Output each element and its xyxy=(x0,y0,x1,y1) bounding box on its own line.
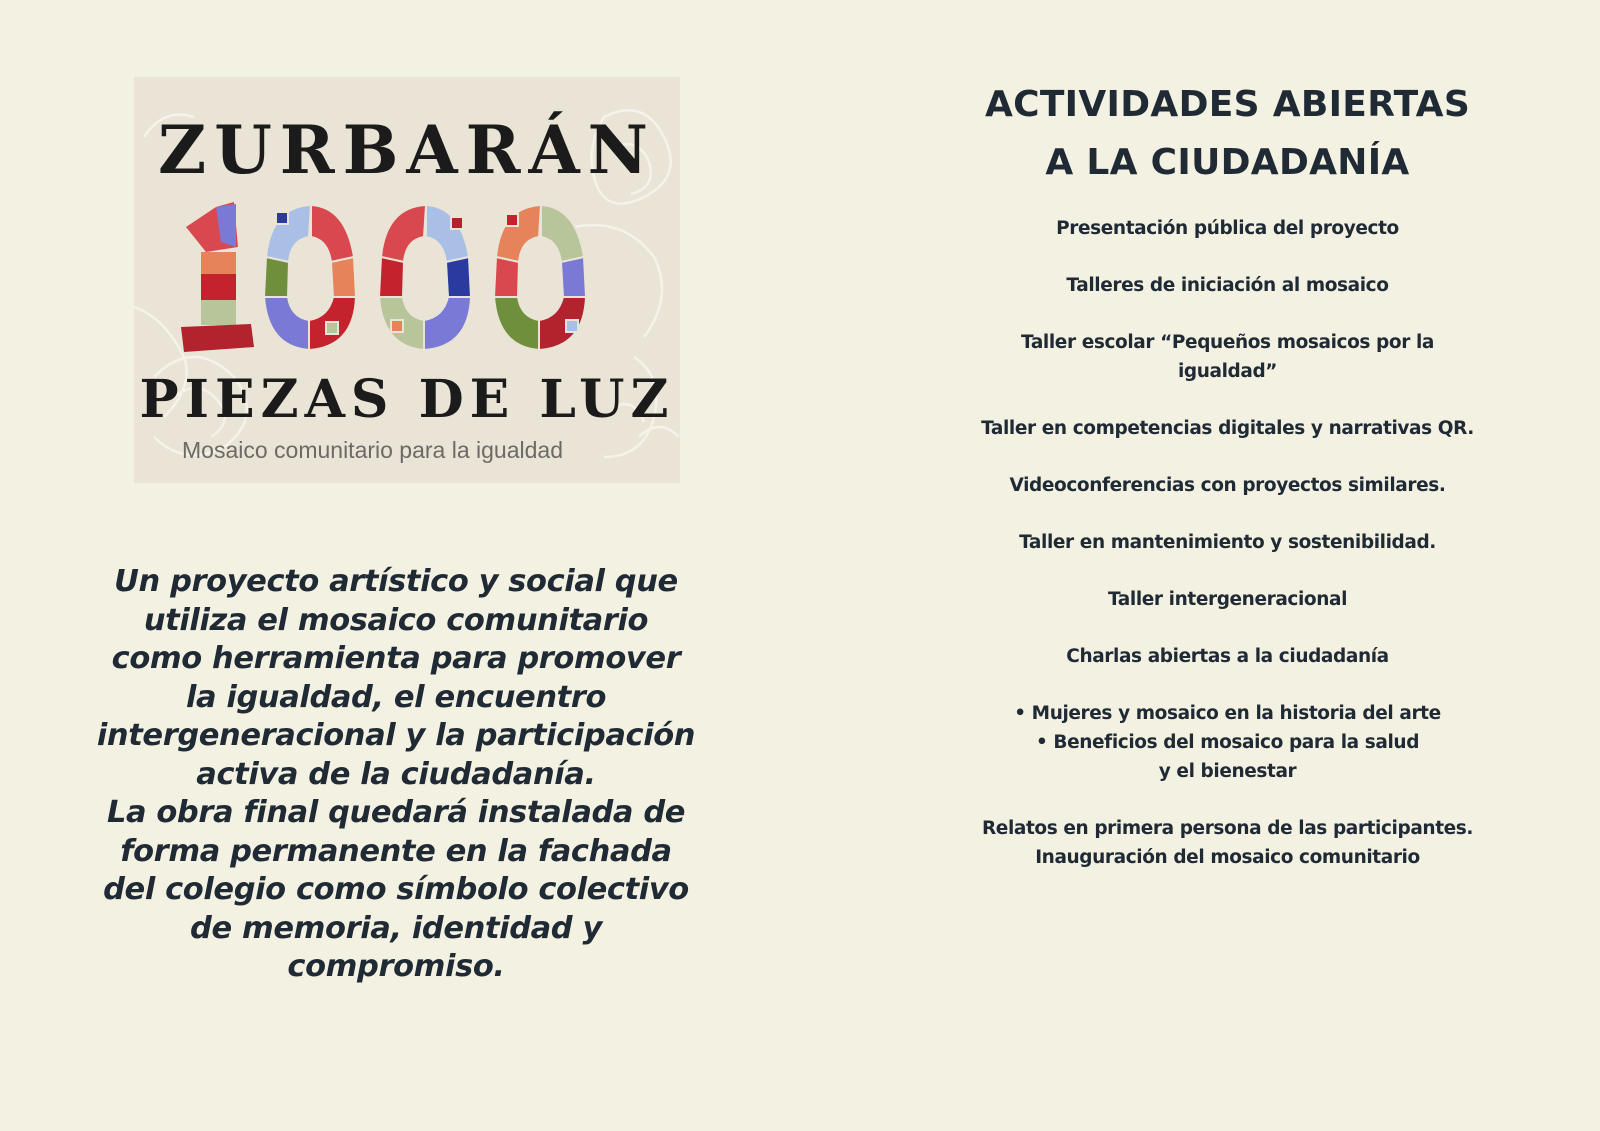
activity-item: Charlas abiertas a la ciudadanía xyxy=(1066,646,1389,667)
activity-subitem: • Mujeres y mosaico en la historia del arte xyxy=(1014,703,1441,724)
activities-heading-line-1: ACTIVIDADES ABIERTAS xyxy=(984,84,1471,125)
description-paragraph-1: Un proyecto artístico y social que utiliza el mosaico comunitario como herramienta para promover la igualdad, el encuentro intergeneracional y la participación activa de la ciudadanía. xyxy=(96,564,696,792)
mosaic-digit-zero-1 xyxy=(264,205,356,350)
activity-item: Inauguración del mosaico comunitario xyxy=(1035,847,1420,868)
activity-item: Taller en mantenimiento y sostenibilidad. xyxy=(1019,532,1436,553)
logo-subtitle: PIEZAS DE LUZ xyxy=(139,369,675,430)
activities-section xyxy=(960,76,1495,872)
activity-subitem: • Beneficios del mosaico para la salud y el bienestar xyxy=(1035,732,1420,782)
activity-item: Talleres de iniciación al mosaico xyxy=(1066,275,1389,296)
project-description xyxy=(96,563,696,987)
description-paragraph-2: La obra final quedará instalada de forma permanente en la fachada del colegio como símbolo colectivo de memoria, identidad y compromiso. xyxy=(103,795,689,984)
activity-item: Presentación pública del proyecto xyxy=(1056,218,1399,239)
activities-list xyxy=(960,214,1495,872)
mosaic-1000-graphic xyxy=(176,202,616,357)
activities-heading-line-2: A LA CIUDADANÍA xyxy=(1045,142,1410,183)
activities-heading xyxy=(960,76,1495,192)
activity-item: Taller en competencias digitales y narrativas QR. xyxy=(981,418,1474,439)
mosaic-digit-zero-3 xyxy=(494,205,586,350)
logo-title: ZURBARÁN xyxy=(158,111,656,189)
activity-item: Videoconferencias con proyectos similares. xyxy=(1009,475,1446,496)
activity-item: Taller escolar “Pequeños mosaicos por la igualdad” xyxy=(1021,332,1434,382)
activity-item: Relatos en primera persona de las participantes. xyxy=(981,818,1474,839)
project-logo xyxy=(134,77,680,483)
logo-tagline: Mosaico comunitario para la igualdad xyxy=(182,437,563,463)
mosaic-digit-one xyxy=(181,202,254,352)
activity-item: Taller intergeneracional xyxy=(1107,589,1348,610)
mosaic-digit-zero-2 xyxy=(379,205,471,350)
